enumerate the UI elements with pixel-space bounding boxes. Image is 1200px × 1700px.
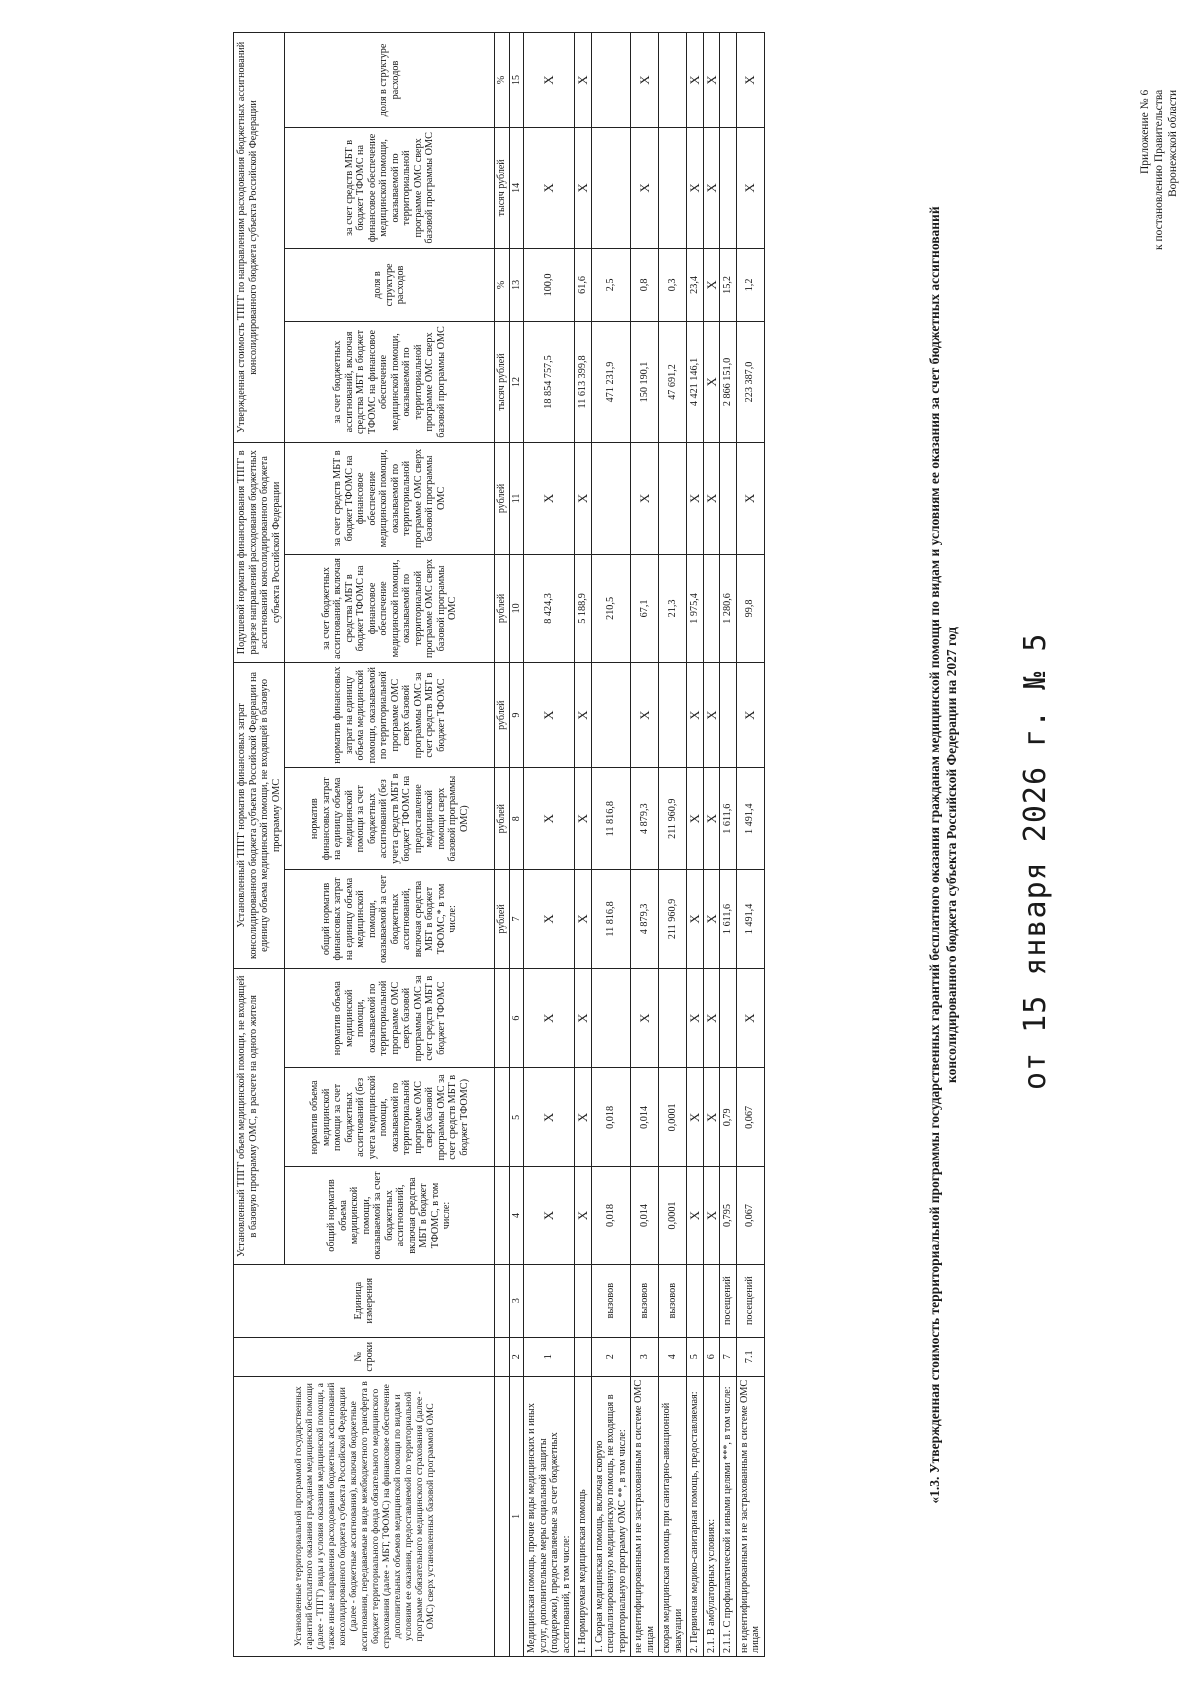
value-cell-c13: 100,0: [524, 248, 575, 321]
header-row-no: № строки: [234, 1337, 495, 1376]
value-cell-c4: 0,0001: [659, 1167, 687, 1264]
value-cell-c9: Х: [575, 662, 592, 768]
column-number: 14: [509, 128, 524, 249]
value-cell-c8: 11 816,8: [591, 768, 631, 869]
value-cell-c15: [720, 33, 737, 128]
value-cell-c10: 99,8: [736, 555, 764, 663]
column-number: 1: [509, 1376, 524, 1656]
unit-c7: рублей: [495, 869, 510, 968]
row-name-cell: 1. Скорая медицинская помощь, включая скорую специализированную медицинскую помощь, не входящая в территориальную программу ОМС **, в том числе:: [591, 1376, 631, 1656]
value-cell-c12: 223 387,0: [736, 322, 764, 443]
value-cell-c11: [591, 442, 631, 554]
value-cell-c4: Х: [687, 1167, 704, 1264]
header-group-approved: Утвержденная стоимость ТПГГ по направлениям расходования бюджетных ассигнований консолидированного бюджета субъекта Российской Федерации: [234, 33, 285, 443]
row-unit-cell: вызовов: [631, 1264, 659, 1337]
unit-c11: рублей: [495, 442, 510, 554]
header-group-volume: Установленный ТПГГ объем медицинской помощи, не входящей в базовую программу ОМС, в расчете на одного жителя: [234, 969, 285, 1264]
value-cell-c4: Х: [575, 1167, 592, 1264]
row-number-cell: 2: [591, 1337, 631, 1376]
column-number: 4: [509, 1167, 524, 1264]
value-cell-c11: [659, 442, 687, 554]
value-cell-c9: Х: [736, 662, 764, 768]
unit-c15: %: [495, 33, 510, 128]
row-unit-cell: вызовов: [591, 1264, 631, 1337]
value-cell-c11: Х: [703, 442, 720, 554]
value-cell-c12: 471 231,9: [591, 322, 631, 443]
value-cell-c12: 2 866 151,0: [720, 322, 737, 443]
value-cell-c4: 0,018: [591, 1167, 631, 1264]
row-unit-cell: [524, 1264, 575, 1337]
value-cell-c15: [659, 33, 687, 128]
column-number: 5: [509, 1068, 524, 1167]
row-name-cell: скорая медицинская помощь при санитарно-авиационной эвакуации: [659, 1376, 687, 1656]
value-cell-c13: 1,2: [736, 248, 764, 321]
value-cell-c10: 8 424,3: [524, 555, 575, 663]
cost-table: [233, 32, 765, 1657]
value-cell-c6: Х: [736, 969, 764, 1068]
value-cell-c12: 150 190,1: [631, 322, 659, 443]
value-cell-c7: 1 491,4: [736, 869, 764, 968]
header-c15: доля в структуре расходов: [285, 33, 495, 128]
value-cell-c5: Х: [575, 1068, 592, 1167]
value-cell-c6: Х: [524, 969, 575, 1068]
value-cell-c5: 0,067: [736, 1068, 764, 1167]
value-cell-c14: Х: [631, 128, 659, 249]
appendix-line-3: Воронежской области: [1167, 89, 1179, 198]
value-cell-c13: 23,4: [687, 248, 704, 321]
value-cell-c13: 0,8: [631, 248, 659, 321]
value-cell-c7: 211 960,9: [659, 869, 687, 968]
value-cell-c15: Х: [687, 33, 704, 128]
value-cell-c12: 11 613 399,8: [575, 322, 592, 443]
row-number-cell: 6: [703, 1337, 720, 1376]
table-row: [591, 33, 631, 1657]
value-cell-c15: [591, 33, 631, 128]
unit-c10: рублей: [495, 555, 510, 663]
value-cell-c13: 0,3: [659, 248, 687, 321]
value-cell-c5: Х: [703, 1068, 720, 1167]
value-cell-c15: Х: [736, 33, 764, 128]
value-cell-c11: [720, 442, 737, 554]
value-cell-c6: Х: [687, 969, 704, 1068]
value-cell-c8: Х: [703, 768, 720, 869]
column-number: 7: [509, 869, 524, 968]
row-number-cell: 1: [524, 1337, 575, 1376]
header-c4: общий норматив объема медицинской помощи, оказываемой за счет бюджетных ассигнований, включая средства МБТ в бюджет ТФОМС, в том числе:: [285, 1167, 495, 1264]
table-row: [720, 33, 737, 1657]
value-cell-c6: [720, 969, 737, 1068]
header-c8: норматив финансовых затрат на единицу объема медицинской помощи за счет бюджетных ассигнований (без учета средств МБТ в бюджет ТФОМС на предоставление медицинской помощи сверх базовой программы ОМС): [285, 768, 495, 869]
header-c10: за счет бюджетных ассигнований, включая средства МБТ в бюджет ТФОМС на финансовое обеспечение медицинской помощи, оказываемой по территориальной программе ОМС сверх базовой программы ОМС: [285, 555, 495, 663]
row-name-cell: 2. Первичная медико-санитарная помощь, предоставляемая:: [687, 1376, 704, 1656]
header-group-cost: Установленный ТПГГ норматив финансовых затрат консолидированного бюджета субъекта Российской Федерации на единицу объема медицинской помощи, не входящей в базовую программу ОМС: [234, 662, 285, 968]
row-unit-cell: вызовов: [659, 1264, 687, 1337]
column-number: 15: [509, 33, 524, 128]
value-cell-c8: 1 491,4: [736, 768, 764, 869]
value-cell-c13: 15,2: [720, 248, 737, 321]
table-row: [687, 33, 704, 1657]
value-cell-c9: Х: [687, 662, 704, 768]
value-cell-c7: 1 611,6: [720, 869, 737, 968]
unit-c9: рублей: [495, 662, 510, 768]
row-name-cell: I. Нормируемая медицинская помощь: [575, 1376, 592, 1656]
header-c9: норматив финансовых затрат на единицу объема медицинской помощи, оказываемой по территориальной программе ОМС сверх базовой программы ОМС за счет средств МБТ в бюджет ТФОМС: [285, 662, 495, 768]
value-cell-c10: 21,3: [659, 555, 687, 663]
row-number-cell: [575, 1337, 592, 1376]
column-number: 6: [509, 969, 524, 1068]
value-cell-c7: 4 879,3: [631, 869, 659, 968]
value-cell-c4: 0,067: [736, 1167, 764, 1264]
title-line-1: «1.3. Утвержденная стоимость территориальной программы государственных гарантий бесплатного оказания гражданам медицинской помощи по видам и условиям ее оказания за счет бюджетных ассигнований: [927, 206, 942, 1504]
value-cell-c9: [659, 662, 687, 768]
value-cell-c12: 4 421 146,1: [687, 322, 704, 443]
unit-c8: рублей: [495, 768, 510, 869]
value-cell-c12: Х: [703, 322, 720, 443]
value-cell-c14: [591, 128, 631, 249]
value-cell-c6: [659, 969, 687, 1068]
value-cell-c11: Х: [687, 442, 704, 554]
value-cell-c13: 61,6: [575, 248, 592, 321]
table-row: [736, 33, 764, 1657]
row-number-cell: 3: [631, 1337, 659, 1376]
value-cell-c10: 5 188,9: [575, 555, 592, 663]
row-unit-cell: посещений: [736, 1264, 764, 1337]
unit-c12: тысяч рублей: [495, 322, 510, 443]
value-cell-c8: Х: [524, 768, 575, 869]
header-c11: за счет средств МБТ в бюджет ТФОМС на финансовое обеспечение медицинской помощи, оказываемой по территориальной программе ОМС сверх базовой программы ОМС: [285, 442, 495, 554]
value-cell-c14: Х: [703, 128, 720, 249]
row-unit-cell: посещений: [720, 1264, 737, 1337]
value-cell-c9: Х: [524, 662, 575, 768]
value-cell-c8: Х: [687, 768, 704, 869]
value-cell-c15: Х: [631, 33, 659, 128]
column-numbers-row: [509, 33, 524, 1657]
value-cell-c12: 18 854 757,5: [524, 322, 575, 443]
header-group-per-capita: Подушевой норматив финансирования ТПГГ в разрезе направлений расходования бюджетных ассигнований консолидированного бюджета субъекта Российской Федерации: [234, 442, 285, 662]
row-unit-cell: [687, 1264, 704, 1337]
column-number: 13: [509, 248, 524, 321]
table-row: [631, 33, 659, 1657]
document-stamp: от 15 января 2026 г. № 5: [1018, 632, 1053, 1090]
column-number: 10: [509, 555, 524, 663]
value-cell-c5: Х: [687, 1068, 704, 1167]
row-name-cell: не идентифицированным и не застрахованным в системе ОМС лицам: [631, 1376, 659, 1656]
value-cell-c6: Х: [631, 969, 659, 1068]
value-cell-c15: Х: [575, 33, 592, 128]
row-unit-cell: [703, 1264, 720, 1337]
column-number: 9: [509, 662, 524, 768]
appendix-line-1: Приложение № 6: [1139, 89, 1151, 174]
header-description: Установленные территориальной программой государственных гарантий бесплатного оказания гражданам медицинской помощи (далее - ТПГГ) виды и условия оказания медицинской помощи, а также иные направления расходования бюджетных ассигнований консолидированного бюджета субъекта Российской Федерации (далее - бюджетные ассигнования), включая бюджетные ассигнования, передаваемые в виде межбюджетного трансферта в бюджет территориального фонда обязательного медицинского страхования (далее - МБТ, ТФОМС) на финансовое обеспечение дополнительных объемов медицинской помощи по видам и условиям ее оказания, предоставляемой по территориальной программе обязательного медицинского страхования (далее - ОМС) сверх установленных базовой программой ОМС: [234, 1376, 495, 1656]
appendix-line-2: к постановлению Правительства: [1153, 89, 1165, 250]
row-number-cell: 4: [659, 1337, 687, 1376]
value-cell-c14: [659, 128, 687, 249]
value-cell-c6: Х: [703, 969, 720, 1068]
value-cell-c15: Х: [524, 33, 575, 128]
value-cell-c13: 2,5: [591, 248, 631, 321]
value-cell-c14: Х: [736, 128, 764, 249]
value-cell-c9: [720, 662, 737, 768]
value-cell-c4: Х: [703, 1167, 720, 1264]
value-cell-c7: Х: [575, 869, 592, 968]
value-cell-c14: Х: [575, 128, 592, 249]
value-cell-c7: Х: [703, 869, 720, 968]
value-cell-c8: 1 611,6: [720, 768, 737, 869]
value-cell-c13: Х: [703, 248, 720, 321]
value-cell-c5: Х: [524, 1068, 575, 1167]
value-cell-c6: [591, 969, 631, 1068]
cost-table-page: [233, 32, 1048, 1657]
value-cell-c7: Х: [687, 869, 704, 968]
value-cell-c8: 4 879,3: [631, 768, 659, 869]
column-number: 2: [509, 1337, 524, 1376]
row-unit-cell: [575, 1264, 592, 1337]
value-cell-c4: 0,795: [720, 1167, 737, 1264]
table-row: [703, 33, 720, 1657]
value-cell-c15: Х: [703, 33, 720, 128]
table-body: [524, 33, 765, 1657]
value-cell-c4: 0,014: [631, 1167, 659, 1264]
column-number: 11: [509, 442, 524, 554]
value-cell-c10: 67,1: [631, 555, 659, 663]
value-cell-c9: Х: [631, 662, 659, 768]
unit-c14: тысяч рублей: [495, 128, 510, 249]
value-cell-c6: Х: [575, 969, 592, 1068]
table-row: [659, 33, 687, 1657]
value-cell-c11: Х: [575, 442, 592, 554]
header-c13: доля в структуре расходов: [285, 248, 495, 321]
row-number-cell: 7.1: [736, 1337, 764, 1376]
column-number: 12: [509, 322, 524, 443]
value-cell-c11: Х: [736, 442, 764, 554]
value-cell-c10: 1 975,4: [687, 555, 704, 663]
row-name-cell: Медицинская помощь, прочие виды медицинских и иных услуг, дополнительные меры социальной защиты (поддержки), предоставляемые за счет бюджетных ассигнований, в том числе:: [524, 1376, 575, 1656]
header-unit: Единица измерения: [234, 1264, 495, 1337]
value-cell-c5: 0,018: [591, 1068, 631, 1167]
column-number: 8: [509, 768, 524, 869]
value-cell-c4: Х: [524, 1167, 575, 1264]
value-cell-c7: Х: [524, 869, 575, 968]
value-cell-c10: [703, 555, 720, 663]
table-row: [575, 33, 592, 1657]
header-c7: общий норматив финансовых затрат на единицу объема медицинской помощи, оказываемой за счет бюджетных ассигнований, включая средства МБТ в бюджет ТФОМС,* в том числе:: [285, 869, 495, 968]
column-number: 3: [509, 1264, 524, 1337]
table-row: [524, 33, 575, 1657]
row-name-cell: не идентифицированным и не застрахованным в системе ОМС лицам: [736, 1376, 764, 1656]
value-cell-c14: Х: [687, 128, 704, 249]
value-cell-c5: 0,014: [631, 1068, 659, 1167]
value-cell-c8: Х: [575, 768, 592, 869]
value-cell-c11: Х: [631, 442, 659, 554]
value-cell-c9: Х: [703, 662, 720, 768]
value-cell-c7: 11 816,8: [591, 869, 631, 968]
title-line-2: консолидированного бюджета субъекта Российской Федерации на 2027 год: [944, 627, 959, 1084]
value-cell-c10: 210,5: [591, 555, 631, 663]
value-cell-c10: 1 280,6: [720, 555, 737, 663]
value-cell-c5: 0,79: [720, 1068, 737, 1167]
value-cell-c11: Х: [524, 442, 575, 554]
header-c14: за счет средств МБТ в бюджет ТФОМС на финансовое обеспечение медицинской помощи, оказываемой по территориальной программе ОМС сверх базовой программы ОМС: [285, 128, 495, 249]
row-number-cell: 5: [687, 1337, 704, 1376]
row-name-cell: 2.1. В амбулаторных условиях:: [703, 1376, 720, 1656]
value-cell-c8: 211 960,9: [659, 768, 687, 869]
value-cell-c14: Х: [524, 128, 575, 249]
row-number-cell: 7: [720, 1337, 737, 1376]
row-name-cell: 2.1.1. С профилактической и иными целями ***, в том числе:: [720, 1376, 737, 1656]
value-cell-c14: [720, 128, 737, 249]
value-cell-c5: 0,0001: [659, 1068, 687, 1167]
value-cell-c9: [591, 662, 631, 768]
value-cell-c12: 47 691,2: [659, 322, 687, 443]
unit-c13: %: [495, 248, 510, 321]
header-c6: норматив объема медицинской помощи, оказываемой по территориальной программе ОМС сверх базовой программы ОМС за счет средств МБТ в бюджет ТФОМС: [285, 969, 495, 1068]
appendix-note: [1138, 90, 1180, 250]
header-c12: за счет бюджетных ассигнований, включая средства МБТ в бюджет ТФОМС на финансовое обеспечение медицинской помощи, оказываемой по территориальной программе ОМС сверх базовой программы ОМС: [285, 322, 495, 443]
header-c5: норматив объема медицинской помощи за счет бюджетных ассигнований (без учета медицинской помощи, оказываемой по территориальной программе ОМС сверх базовой программы ОМС за счет средств МБТ в бюджет ТФОМС): [285, 1068, 495, 1167]
